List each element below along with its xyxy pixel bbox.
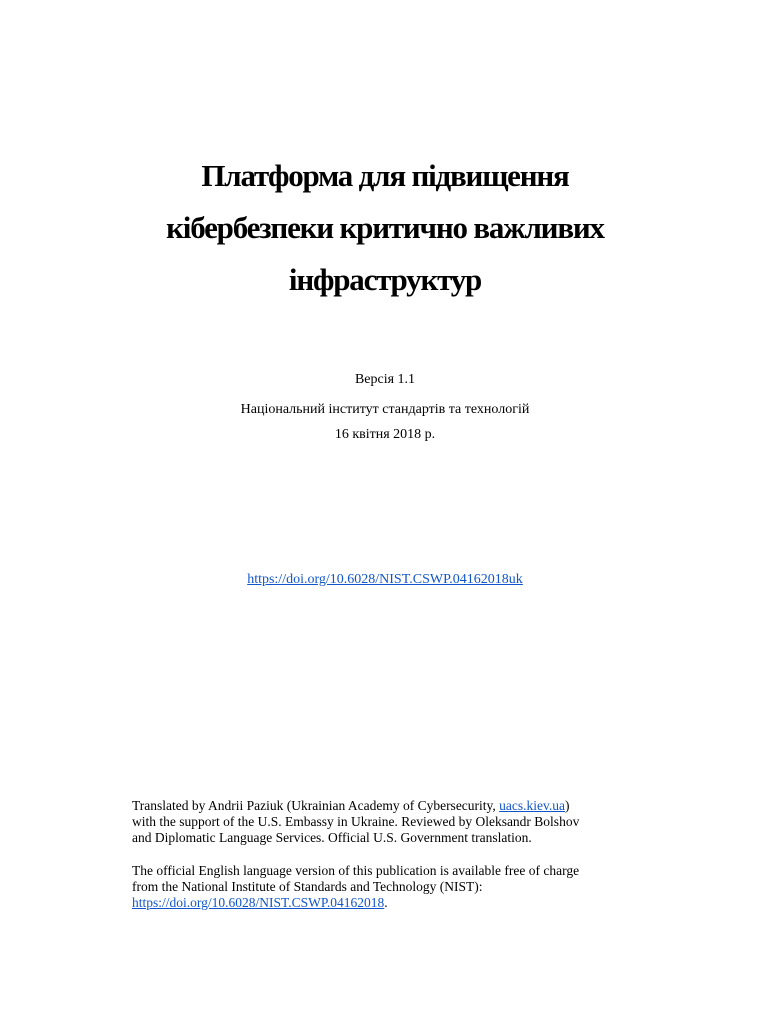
official-line-3 [132,895,672,911]
official-line-1: The official English language version of this publication is available free of charge [132,862,580,878]
credit-line-1 [132,798,672,814]
organization-text: Національний інститут стандартів та технологій [240,402,530,417]
credit-line-1-prefix: Translated by Andrii Paziuk (Ukrainian Academy of Cybersecurity, [132,798,500,813]
official-line-2: from the National Institute of Standards and Technology (NIST): [132,878,483,894]
version-text: Версія 1.1 [354,372,416,387]
official-link-suffix: . [384,895,388,911]
credits-block [132,798,672,927]
uacs-link[interactable]: uacs.kiev.ua [499,798,566,813]
date-text: 16 квітня 2018 р. [334,427,436,442]
doi-link[interactable]: https://doi.org/10.6028/NIST.CSWP.04162018uk [247,572,523,587]
title-line-2: кібербезпеки критично важливих [166,210,604,245]
credit-line-3: and Diplomatic Language Services. Official U.S. Government translation. [132,830,532,846]
doi-container [60,571,710,588]
credit-line-2: with the support of the U.S. Embassy in Ukraine. Reviewed by Oleksandr Bolshov [132,814,580,830]
credit-line-1-suffix: ) [565,798,570,813]
title-line-1: Платформа для підвищення [201,158,569,193]
translation-credit [132,798,672,847]
document-title [60,150,710,306]
official-version-note [132,863,672,912]
title-line-3: інфраструктур [288,262,482,297]
official-doi-link[interactable]: https://doi.org/10.6028/NIST.CSWP.04162018 [132,895,385,911]
